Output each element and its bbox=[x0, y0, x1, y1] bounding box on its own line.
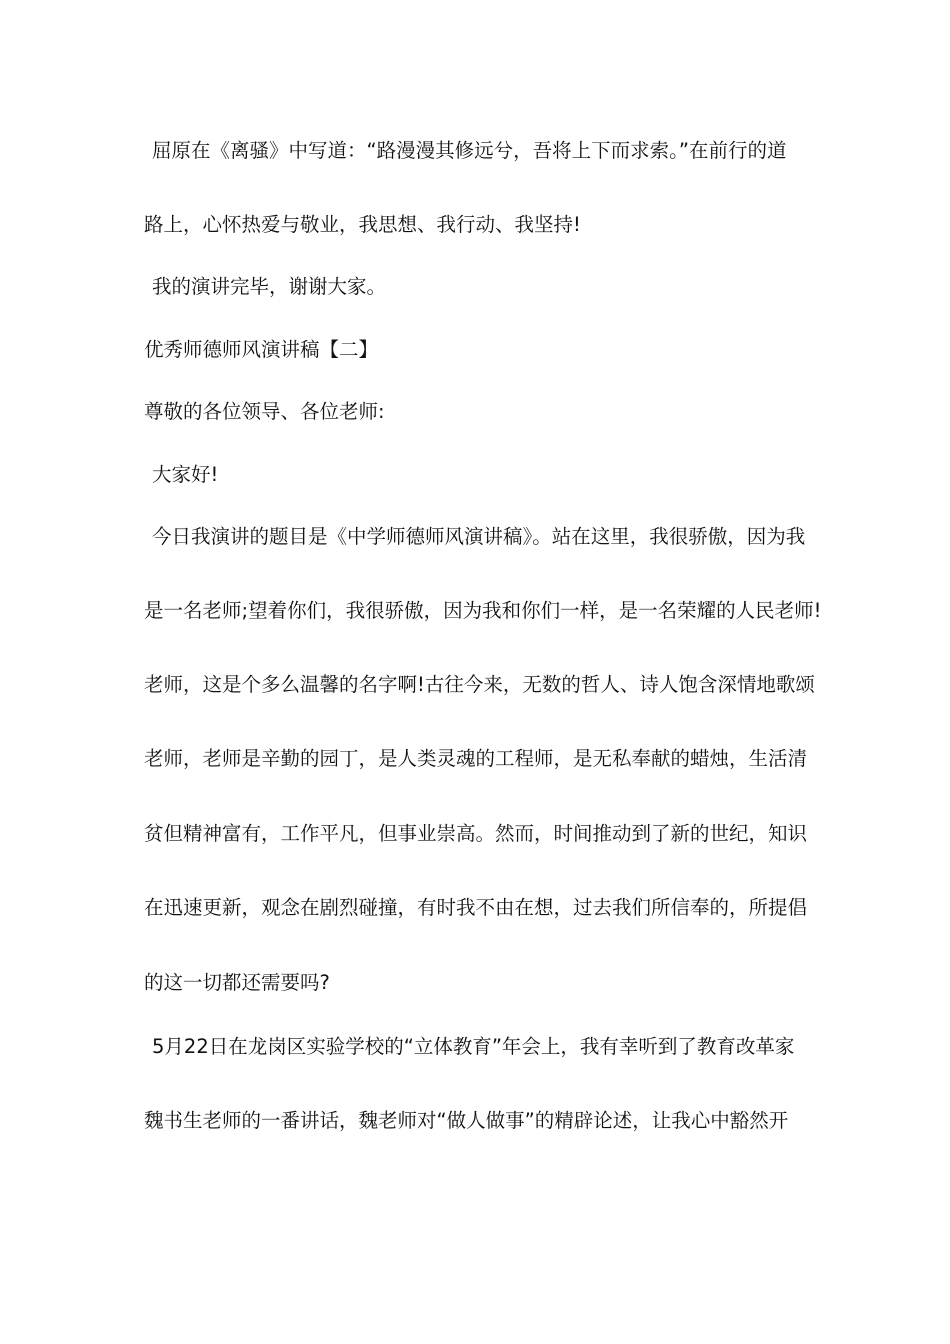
salutation: 尊敬的各位领导、各位老师: bbox=[144, 400, 385, 423]
paragraph-line: 贫但精神富有，工作平凡，但事业崇高。然而，时间推动到了新的世纪，知识 bbox=[144, 822, 808, 845]
paragraph-line: 路上，心怀热爱与敬业，我思想、我行动、我坚持! bbox=[144, 213, 581, 236]
paragraph-line: 老师，这是个多么温馨的名字啊!古往今来，无数的哲人、诗人饱含深情地歌颂 bbox=[144, 673, 815, 696]
paragraph-line: 魏书生老师的一番讲话，魏老师对“做人做事”的精辟论述，让我心中豁然开 bbox=[144, 1109, 789, 1132]
section-heading: 优秀师德师风演讲稿【二】 bbox=[144, 338, 379, 361]
paragraph-line: 我的演讲完毕，谢谢大家。 bbox=[152, 275, 387, 298]
paragraph-line: 在迅速更新，观念在剧烈碰撞，有时我不由在想，过去我们所信奉的，所提倡 bbox=[144, 896, 808, 919]
paragraph-line: 今日我演讲的题目是《中学师德师风演讲稿》。站在这里，我很骄傲，因为我 bbox=[152, 525, 806, 548]
paragraph-line: 老师，老师是辛勤的园丁，是人类灵魂的工程师，是无私奉献的蜡烛，生活清 bbox=[144, 747, 808, 770]
greeting: 大家好! bbox=[152, 463, 219, 486]
paragraph-line: 是一名老师;望着你们，我很骄傲，因为我和你们一样，是一名荣耀的人民老师! bbox=[144, 599, 822, 622]
paragraph-line: 5月22日在龙岗区实验学校的“立体教育”年会上，我有幸听到了教育改革家 bbox=[152, 1035, 795, 1058]
paragraph-line: 屈原在《离骚》中写道：“路漫漫其修远兮，吾将上下而求索。”在前行的道 bbox=[152, 139, 787, 162]
paragraph-line: 的这一切都还需要吗? bbox=[144, 971, 330, 994]
